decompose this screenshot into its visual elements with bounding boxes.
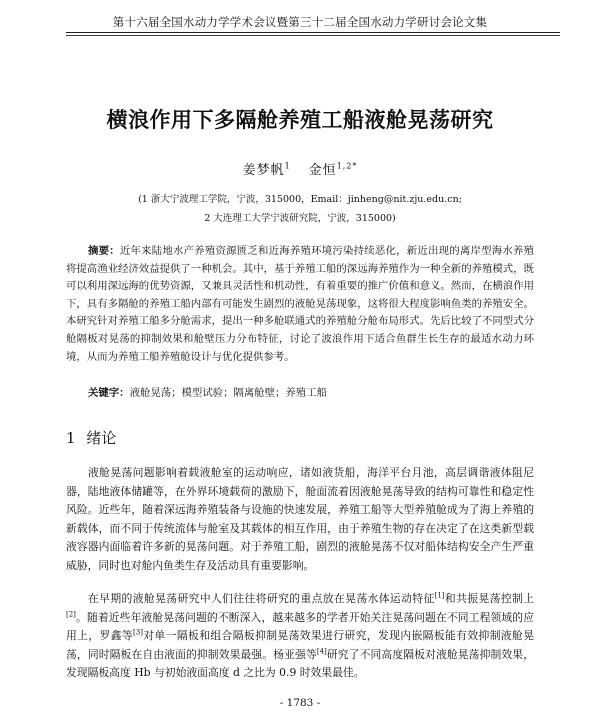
section-title: 绪论 xyxy=(86,429,117,447)
abstract xyxy=(66,243,534,366)
keywords xyxy=(88,384,534,399)
citation-ref[interactable]: [3] xyxy=(133,628,143,637)
paper-title: 横浪作用下多隔舱养殖工船液舱晃荡研究 xyxy=(106,107,494,132)
keywords-label: 关键字： xyxy=(88,387,130,399)
author-list xyxy=(40,159,560,178)
citation-ref[interactable]: [2] xyxy=(66,609,76,618)
author-name: 姜梦帆 xyxy=(242,163,285,178)
header-rule-thin xyxy=(66,35,560,36)
keywords-text: 液舱晃荡；模型试验；隔离舱壁；养殖工船 xyxy=(129,387,327,399)
paragraph-text: 。随着近些年液舱晃荡问题的不断深入，越来越多的学者开始关注晃荡问题在不同工程领域的应用上，罗鑫等 xyxy=(66,610,534,642)
author-affiliation-mark: 1 xyxy=(284,161,291,171)
abstract-text: 近年来陆地水产养殖资源匮乏和近海养殖环境污染持续恶化，新近出现的离岸型海水养殖将提高渔业经济效益提供了一种机会。其中，基于养殖工船的深远海养殖作为一种全新的养殖模式，既可以利用深远海的优势资源，又兼具灵活性和机动性，有着重要的推广价值和意义。然而，在横浪作用下，具有多隔舱的养殖工船内部有可能发生剧烈的液舱晃荡现象，这将很大程度影响鱼类的养殖安全。本研究针对养殖工船多分舱需求，提出一种多舱联通式的养殖舱分舱布局形式。先后比较了不同型式分舱隔板对晃荡的抑制效果和舱壁压力分布特征，讨论了波浪作用下适合鱼群生长生存的最适水动力环境，从而为养殖工船养殖舱设计与优化提供参考。 xyxy=(66,245,534,363)
author-affiliation-mark: 1,2* xyxy=(336,161,358,171)
header-rule-thick xyxy=(66,32,560,33)
body-paragraph xyxy=(66,590,534,683)
citation-ref[interactable]: [1] xyxy=(434,591,445,600)
citation-ref[interactable]: [4] xyxy=(316,646,327,655)
author-name: 金恒 xyxy=(308,163,337,178)
paragraph-text: 对单一隔板和组合隔板抑制晃荡效果进行研究，发现内嵌隔板能有效抑制液舱晃荡，同时隔板在自由液面的抑制效果最强。杨亚强等 xyxy=(66,629,535,661)
paragraph-text: 和共振晃荡控制上 xyxy=(444,592,534,605)
abstract-label: 摘要： xyxy=(88,245,120,257)
section-number: 1 xyxy=(66,429,76,447)
page-number: - 1783 - xyxy=(279,697,321,709)
running-header: 第十六届全国水动力学学术会议暨第三十二届全国水动力学研讨会论文集 xyxy=(112,15,488,29)
section-heading xyxy=(66,427,116,448)
affiliation-line: (1 浙大宁波理工学院，宁波，315000，Email：jinheng@nit.zju.edu.cn; xyxy=(138,194,462,205)
paragraph-text: 研究了不同高度隔板对液舱晃荡抑制效果，发现隔板高度 Hb 与初始液面高度 d 之比为 0.9 时效果最佳。 xyxy=(66,647,535,679)
body-paragraph: 液舱晃荡问题影响着载液舱室的运动响应，诸如液货船，海洋平台月池，高层调谐液体阻尼器，陆地液体储罐等，在外界环境载荷的激励下，舱面流着因液舱晃荡导致的结构可靠性和稳定性风险。近些年，随着深远海养殖装备与设施的快速发展，养殖工船等大型养殖舱成为了海上养殖的新载体，而不同于传统流体与舱室及其载体的相互作用，由于养殖生物的存在决定了在这类新型载液容器内面临着许多新的晃荡问题。对于养殖工船，剧烈的液舱晃荡不仅对船体结构安全产生严重威胁，同时也对舱内鱼类生存及活动具有重要影响。 xyxy=(66,466,534,572)
paragraph-text: 在早期的液舱晃荡研究中人们往往将研究的重点放在晃荡水体运动特征 xyxy=(88,592,435,605)
affiliation-line: 2 大连理工大学宁波研究院，宁波，315000) xyxy=(204,213,396,224)
